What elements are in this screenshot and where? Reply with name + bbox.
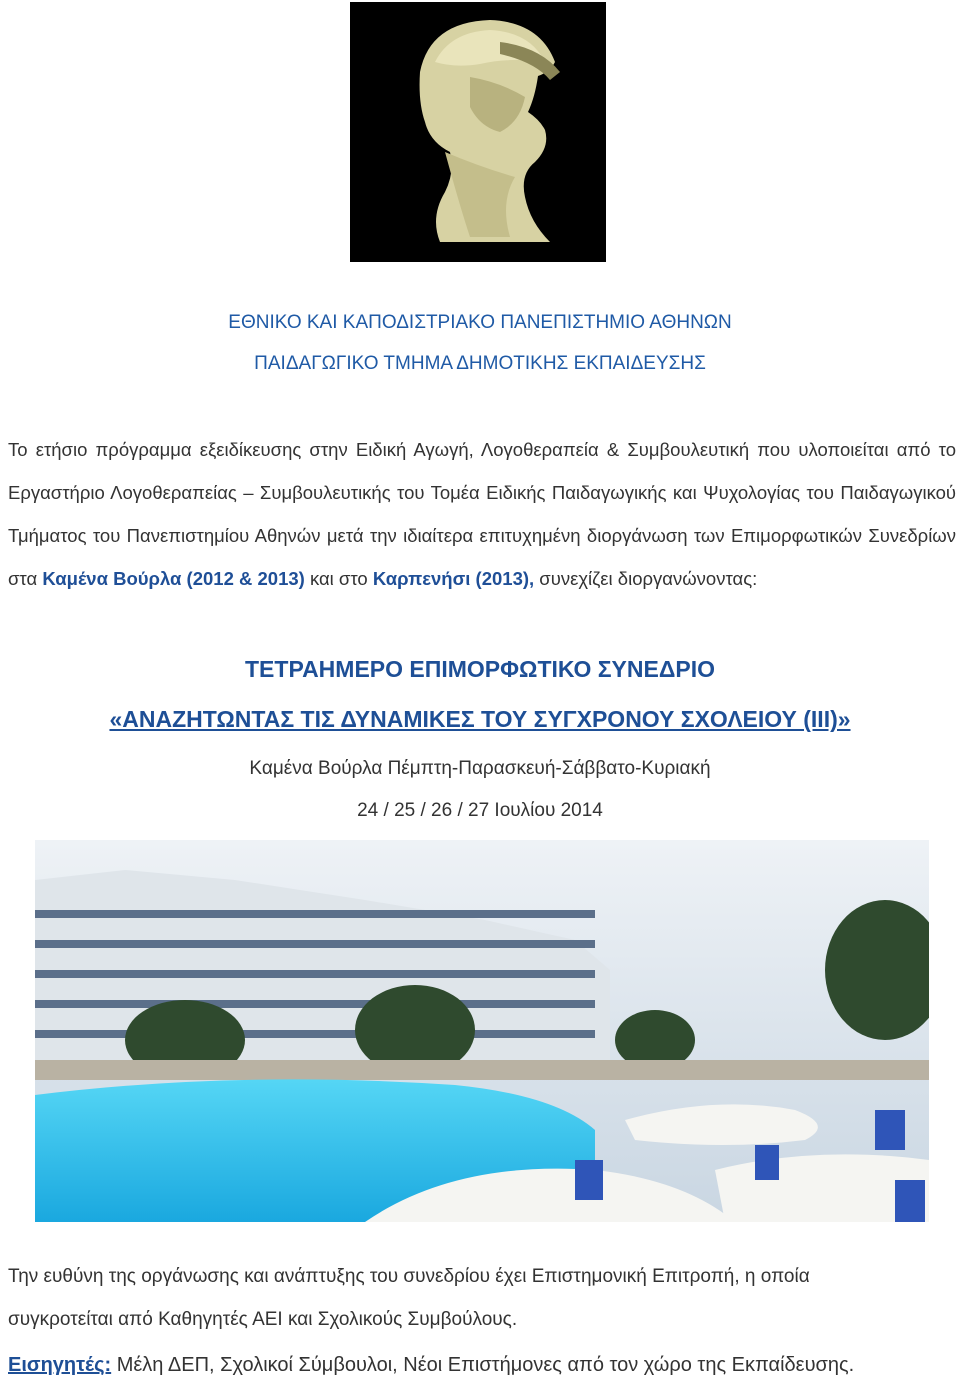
committee-text-2: συγκροτείται από Καθηγητές ΑΕΙ και Σχολικούς Συμβούλους.	[8, 1309, 518, 1330]
speakers-line	[8, 1354, 956, 1377]
intro-text-2: και στο	[304, 568, 373, 589]
university-name: ΕΘΝΙΚΟ ΚΑΙ ΚΑΠΟΔΙΣΤΡΙΑΚΟ ΠΑΝΕΠΙΣΤΗΜΙΟ ΑΘΗΝΩΝ	[228, 312, 732, 333]
speakers-label: Εισηγητές:	[8, 1354, 112, 1376]
department-name: ΠΑΙΔΑΓΩΓΙΚΟ ΤΜΗΜΑ ΔΗΜΟΤΙΚΗΣ ΕΚΠΑΙΔΕΥΣΗΣ	[254, 353, 706, 374]
conference-location: Καμένα Βούρλα Πέμπτη-Παρασκευή-Σάββατο-Κυριακή	[249, 758, 711, 779]
intro-paragraph	[8, 428, 956, 600]
intro-location-2: Καρπενήσι (2013),	[372, 568, 535, 589]
committee-text-1: Την ευθύνη της οργάνωσης και ανάπτυξης του συνεδρίου έχει Επιστημονική Επιτροπή, η οποία	[8, 1266, 810, 1287]
intro-text: Το ετήσιο πρόγραμμα εξειδίκευσης στην Ειδική Αγωγή, Λογοθεραπεία & Συμβουλευτική που υλοποιείται από το Εργαστήριο Λογοθεραπείας – Συμβουλευτικής του Τομέα Ειδικής Παιδαγωγικής και Ψυχολογίας του Παιδαγωγικού Τμήματος του Πανεπιστημίου Αθηνών μετά την ιδιαίτερα επιτυχημένη διοργάνωση των Επιμορφωτικών Συνεδρίων στα	[8, 439, 956, 589]
conference-theme: «ΑΝΑΖΗΤΩΝΤΑΣ ΤΙΣ ΔΥΝΑΜΙΚΕΣ ΤΟΥ ΣΥΓΧΡΟΝΟΥ ΣΧΟΛΕΙΟΥ (ΙΙΙ)»	[109, 706, 851, 732]
conference-dates: 24 / 25 / 26 / 27 Ιουλίου 2014	[357, 800, 603, 821]
hotel-pool-photo	[35, 840, 929, 1222]
athena-helmet-logo	[350, 2, 606, 262]
speakers-text: Μέλη ΔΕΠ, Σχολικοί Σύμβουλοι, Νέοι Επιστήμονες από τον χώρο της Εκπαίδευσης.	[111, 1354, 855, 1376]
conference-title: ΤΕΤΡΑΗΜΕΡΟ ΕΠΙΜΟΡΦΩΤΙΚΟ ΣΥΝΕΔΡΙΟ	[245, 656, 715, 682]
intro-text-3: συνεχίζει διοργανώνοντας:	[534, 568, 758, 589]
intro-location-1: Καμένα Βούρλα (2012 & 2013)	[42, 568, 305, 589]
